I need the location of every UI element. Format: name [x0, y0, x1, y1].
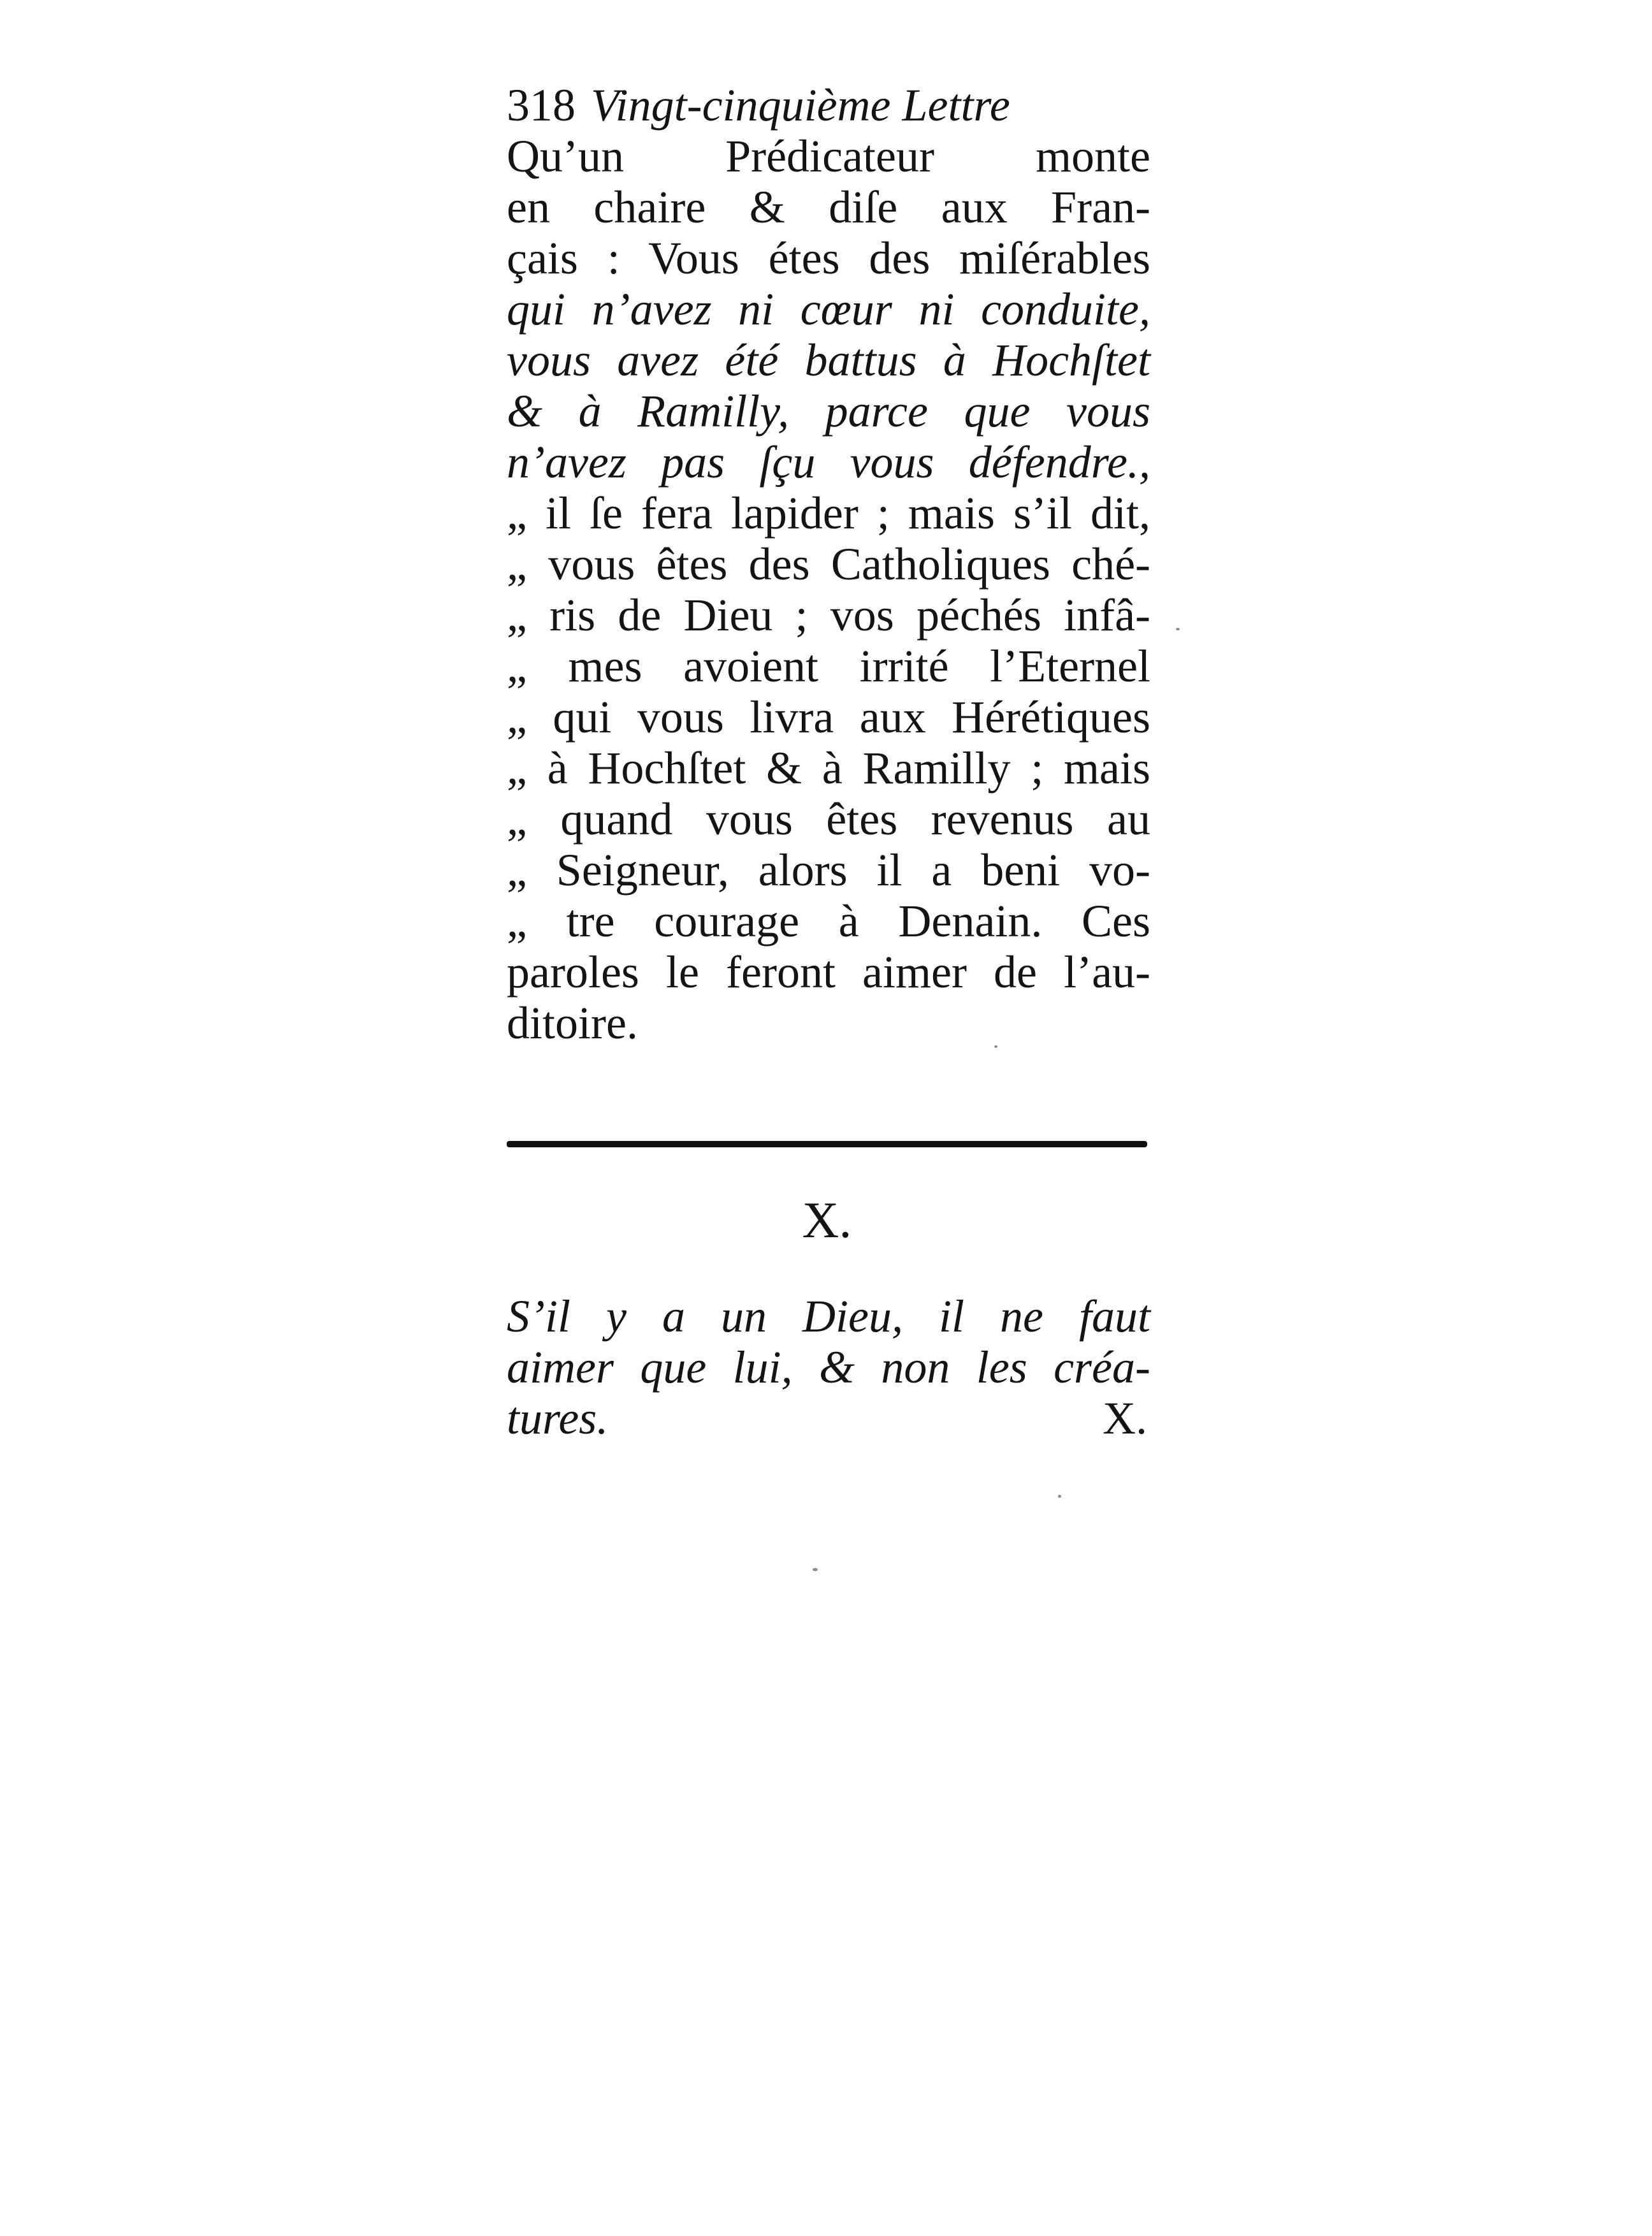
- body-line: „ qui vous livra aux Hérétiques: [507, 692, 1150, 743]
- body-line: en chaire & diſe aux Fran-: [507, 182, 1150, 233]
- section-divider-rule: [507, 1141, 1147, 1147]
- body-line: „ mes avoient irrité l’Eternel: [507, 641, 1150, 692]
- section-line: S’il y a un Dieu, il ne faut: [507, 1291, 1150, 1342]
- paper-speck: [1058, 1495, 1061, 1498]
- body-line: paroles le feront aimer de l’au-: [507, 947, 1150, 998]
- body-line: „ quand vous êtes revenus au: [507, 794, 1150, 845]
- body-line: n’avez pas ſçu vous défendre.,: [507, 437, 1150, 488]
- body-line: „ vous êtes des Catholiques ché-: [507, 539, 1150, 590]
- page-number: 318: [507, 80, 576, 131]
- section-line: aimer que lui, & non les créa-: [507, 1342, 1150, 1393]
- catchword: X.: [1103, 1393, 1147, 1444]
- section-numeral: X.: [802, 1193, 852, 1249]
- body-line: ditoire.: [507, 998, 638, 1049]
- paper-speck: [1176, 628, 1180, 630]
- body-line: Qu’un Prédicateur monte: [507, 131, 1150, 182]
- paper-speck: [994, 1045, 997, 1048]
- paper-speck: [813, 1568, 818, 1571]
- body-line: qui n’avez ni cœur ni conduite,: [507, 284, 1150, 335]
- body-line: „ tre courage à Denain. Ces: [507, 896, 1150, 947]
- body-line: & à Ramilly, parce que vous: [507, 386, 1150, 437]
- body-line: „ ris de Dieu ; vos péchés infâ-: [507, 590, 1150, 641]
- running-header: [507, 80, 1010, 131]
- body-line: „ Seigneur, alors il a beni vo-: [507, 845, 1150, 896]
- running-title: Vingt-cinquième Lettre: [591, 80, 1010, 131]
- body-line: vous avez été battus à Hochſtet: [507, 335, 1150, 386]
- body-line: çais : Vous étes des miſérables: [507, 233, 1150, 284]
- body-line: „ à Hochſtet & à Ramilly ; mais: [507, 743, 1150, 794]
- section-line: tures.: [507, 1393, 609, 1444]
- body-line: „ il ſe fera lapider ; mais s’il dit,: [507, 488, 1150, 539]
